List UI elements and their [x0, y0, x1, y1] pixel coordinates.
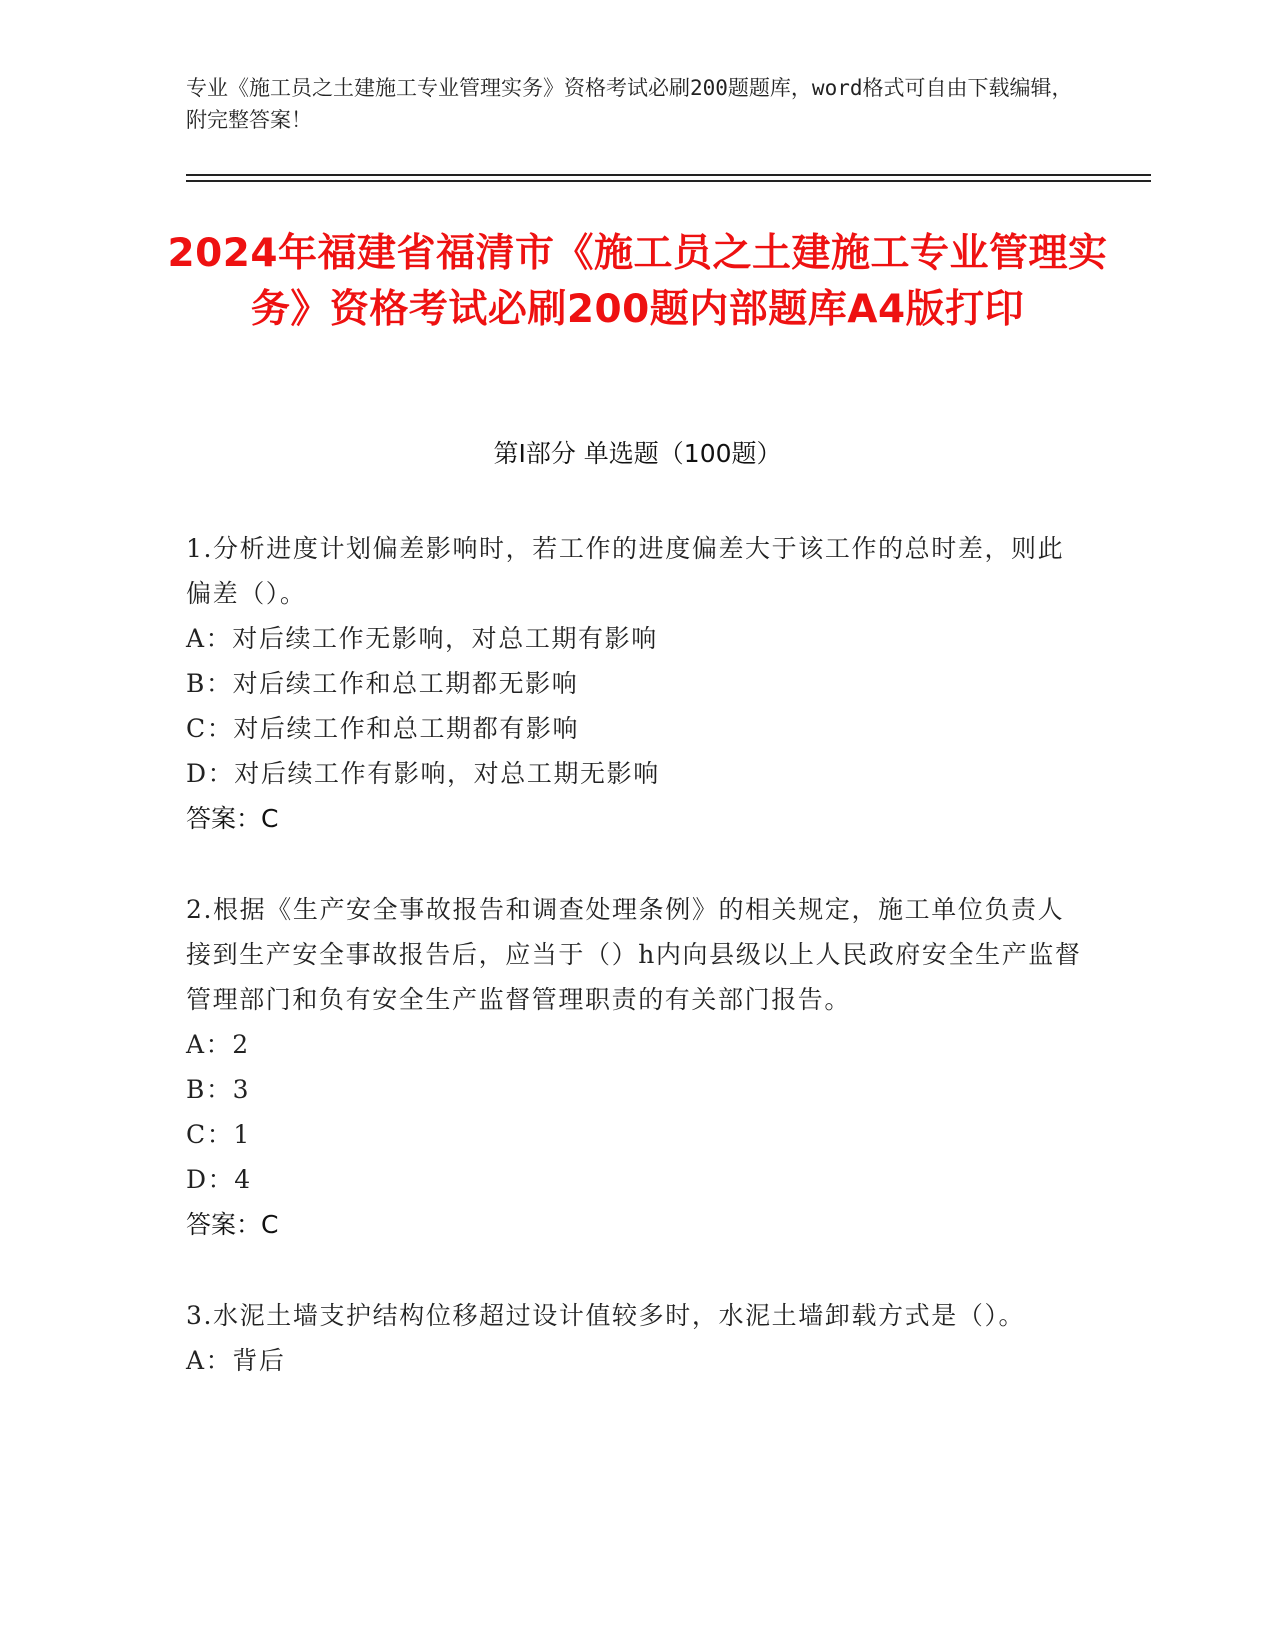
option-a: A：背后 [186, 1346, 286, 1375]
section-heading: 第I部分 单选题（100题） [493, 439, 782, 468]
question-stem: 1.分析进度计划偏差影响时，若工作的进度偏差大于该工作的总时差，则此偏差（）。 [186, 534, 1065, 608]
question-item [186, 526, 1086, 841]
header-rule-top [186, 174, 1151, 176]
question-item [186, 887, 1086, 1247]
option-d: D：4 [186, 1165, 252, 1194]
option-b: B：对后续工作和总工期都无影响 [186, 669, 579, 698]
option-a: A：2 [186, 1030, 250, 1059]
question-item [186, 1293, 1086, 1383]
question-list [186, 526, 1086, 1429]
option-a: A：对后续工作无影响，对总工期有影响 [186, 624, 658, 653]
header-note: 专业《施工员之土建施工专业管理实务》资格考试必刷200题题库，word格式可自由下载编辑，附完整答案！ [186, 76, 1073, 132]
answer-line: 答案：C [186, 1210, 279, 1239]
option-c: C：对后续工作和总工期都有影响 [186, 714, 580, 743]
option-b: B：3 [186, 1075, 251, 1104]
answer-line: 答案：C [186, 804, 279, 833]
option-c: C：1 [186, 1120, 251, 1149]
option-d: D：对后续工作有影响，对总工期无影响 [186, 759, 660, 788]
document-title: 2024年福建省福清市《施工员之土建施工专业管理实务》资格考试必刷200题内部题库A4版打印 [167, 231, 1108, 332]
header-rule-bottom [186, 180, 1151, 182]
question-stem: 3.水泥土墙支护结构位移超过设计值较多时，水泥土墙卸载方式是（）。 [186, 1301, 1026, 1330]
question-stem: 2.根据《生产安全事故报告和调查处理条例》的相关规定，施工单位负责人接到生产安全事故报告后，应当于（）h内向县级以上人民政府安全生产监督管理部门和负有安全生产监督管理职责的有关部门报告。 [186, 895, 1082, 1014]
